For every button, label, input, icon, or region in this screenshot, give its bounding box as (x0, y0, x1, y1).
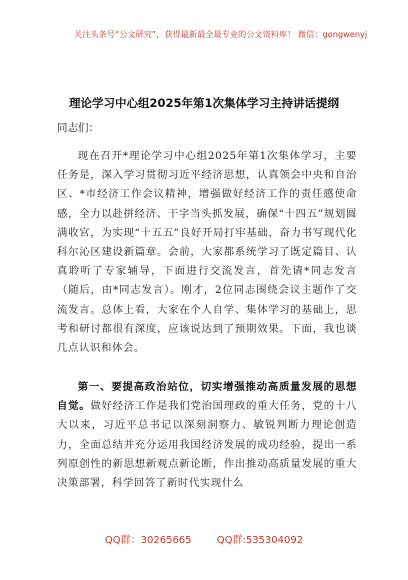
paragraph-2-lead: 第一、要提高政治站位，切实增强推动高质量发展的思想自觉。 (57, 381, 357, 413)
paragraph-2-body: 做好经济工作是我们党治国理政的重大任务，党的十八大以来，习近平总书记以深刻洞察力、敏锐判断力理论创造力，全面总结并充分运用我国经济发展的成功经验，提出一系列原创性的新思想新观点新论断，作出推动高质量发展的重大决策部署，科学回答了新时代实现什么 (57, 400, 357, 490)
paragraph-2 (57, 378, 357, 493)
top-banner: 关注头条号“公文研究”，获得最新最全最专业的公文资料库！ 微信：gongwenyj (74, 29, 368, 39)
document-title: 理论学习中心组2025年第1次集体学习主持讲话提纲 (68, 96, 339, 110)
footer-qq-group-1: QQ群：30265665 (104, 535, 192, 546)
footer (0, 534, 408, 548)
paragraph-1: 现在召开*理论学习中心组2025年第1次集体学习，主要任务是，深入学习贯彻习近平经济思想，认真领会中央和自治区、*市经济工作会议精神，增强做好经济工作的责任感使命感，全力以赴拼经济、干字当头抓发展，确保“十四五”规划圆满收官，为实现“十五五”良好开局打牢基础，奋力书写现代化科尔沁区建设新篇章。会前，大家都系统学习了既定篇目、认真聆听了专家辅导，下面进行交流发言，首先请*同志发言（随后，由*同志发言）。刚才，2位同志围绕会议主题作了交流发言。总体上看，大家在个人自学、集体学习的基础上，思考和研讨都很有深度，应该说达到了预期效果。下面，我也谈几点认识和体会。 (57, 150, 357, 355)
footer-qq-group-2: QQ群:535304092 (216, 535, 304, 546)
salutation: 同志们： (57, 122, 99, 134)
